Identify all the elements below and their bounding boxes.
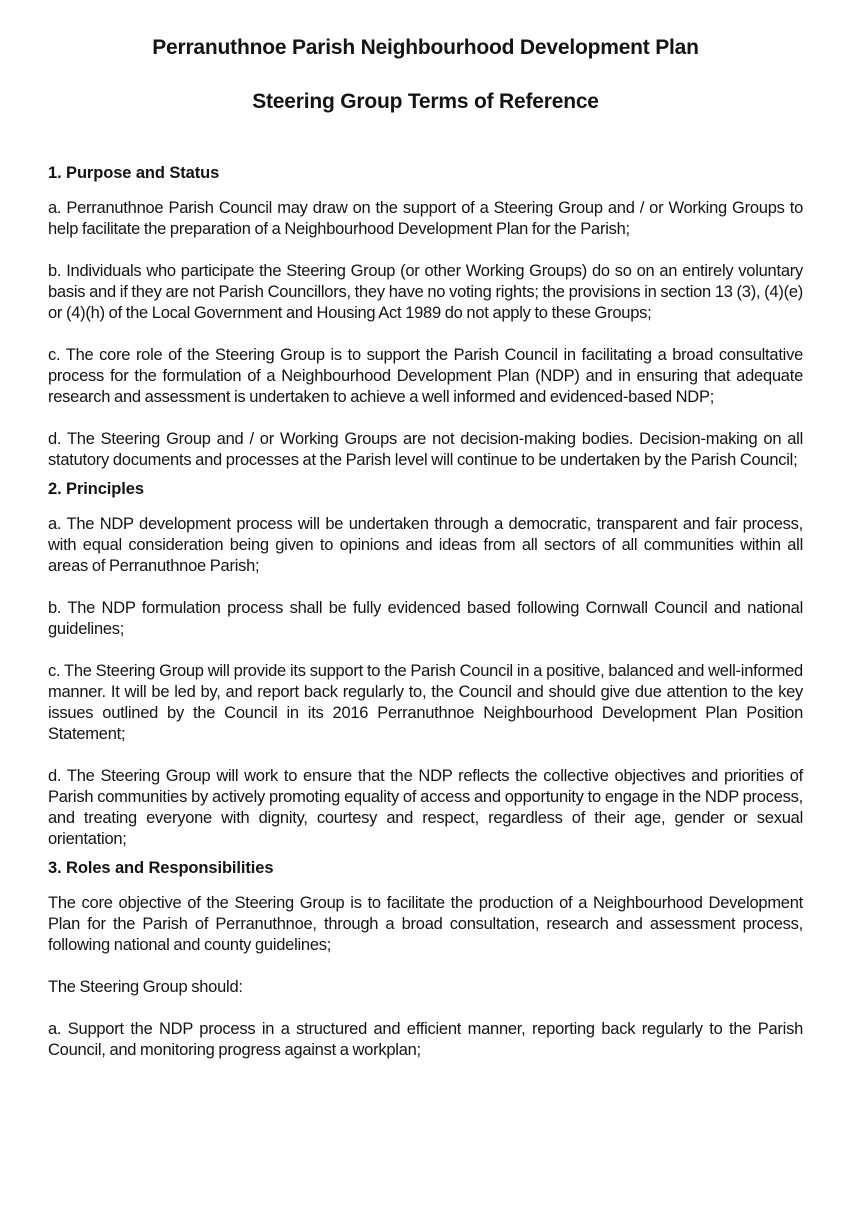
document-body <box>48 163 803 1082</box>
paragraph: a. Perranuthnoe Parish Council may draw on the support of a Steering Group and / or Working Groups to help facilitate the preparation of a Neighbourhood Development Plan for the Parish; <box>48 199 803 238</box>
paragraph: The Steering Group should: <box>48 978 243 996</box>
paragraph: c. The Steering Group will provide its support to the Parish Council in a positive, balanced and well-informed manner. It will be led by, and report back regularly to, the Council and should give due attention to the key issues outlined by the Council in its 2016 Perranuthnoe Neighbourhood Development Plan Position Statement; <box>48 662 803 743</box>
paragraph: d. The Steering Group will work to ensure that the NDP reflects the collective objectives and priorities of Parish communities by actively promoting equality of access and opportunity to engage in the NDP process, and treating everyone with dignity, courtesy and respect, regardless of their age, gender or sexual orientation; <box>48 767 803 848</box>
paragraph: b. The NDP formulation process shall be fully evidenced based following Cornwall Council and national guidelines; <box>48 599 803 638</box>
paragraph: b. Individuals who participate the Steering Group (or other Working Groups) do so on an entirely voluntary basis and if they are not Parish Councillors, they have no voting rights; the provisions in section 13 (3), (4)(e) or (4)(h) of the Local Government and Housing Act 1989 do not apply to these Groups; <box>48 262 803 322</box>
section-purpose-and-status <box>48 163 803 471</box>
section-principles <box>48 479 803 850</box>
paragraph: c. The core role of the Steering Group is to support the Parish Council in facilitating a broad consultative process for the formulation of a Neighbourhood Development Plan (NDP) and in ensuring that adequate research and assessment is undertaken to achieve a well informed and evidenced-based NDP; <box>48 346 803 406</box>
paragraph: The core objective of the Steering Group is to facilitate the production of a Neighbourhood Development Plan for the Parish of Perranuthnoe, through a broad consultation, research and assessment process, following national and county guidelines; <box>48 894 803 954</box>
document-title: Perranuthnoe Parish Neighbourhood Development Plan <box>152 36 699 59</box>
section-heading: 1. Purpose and Status <box>48 164 220 182</box>
document-subtitle: Steering Group Terms of Reference <box>252 90 599 113</box>
section-heading: 2. Principles <box>48 480 144 498</box>
section-heading: 3. Roles and Responsibilities <box>48 859 274 877</box>
paragraph: a. Support the NDP process in a structured and efficient manner, reporting back regularly to the Parish Council, and monitoring progress against a workplan; <box>48 1020 803 1059</box>
paragraph: a. The NDP development process will be undertaken through a democratic, transparent and fair process, with equal consideration being given to opinions and ideas from all sectors of all communities within all areas of Perranuthnoe Parish; <box>48 515 803 575</box>
section-roles-and-responsibilities <box>48 858 803 1061</box>
paragraph: d. The Steering Group and / or Working Groups are not decision-making bodies. Decision-making on all statutory documents and processes at the Parish level will continue to be undertaken by the Parish Council; <box>48 430 803 469</box>
